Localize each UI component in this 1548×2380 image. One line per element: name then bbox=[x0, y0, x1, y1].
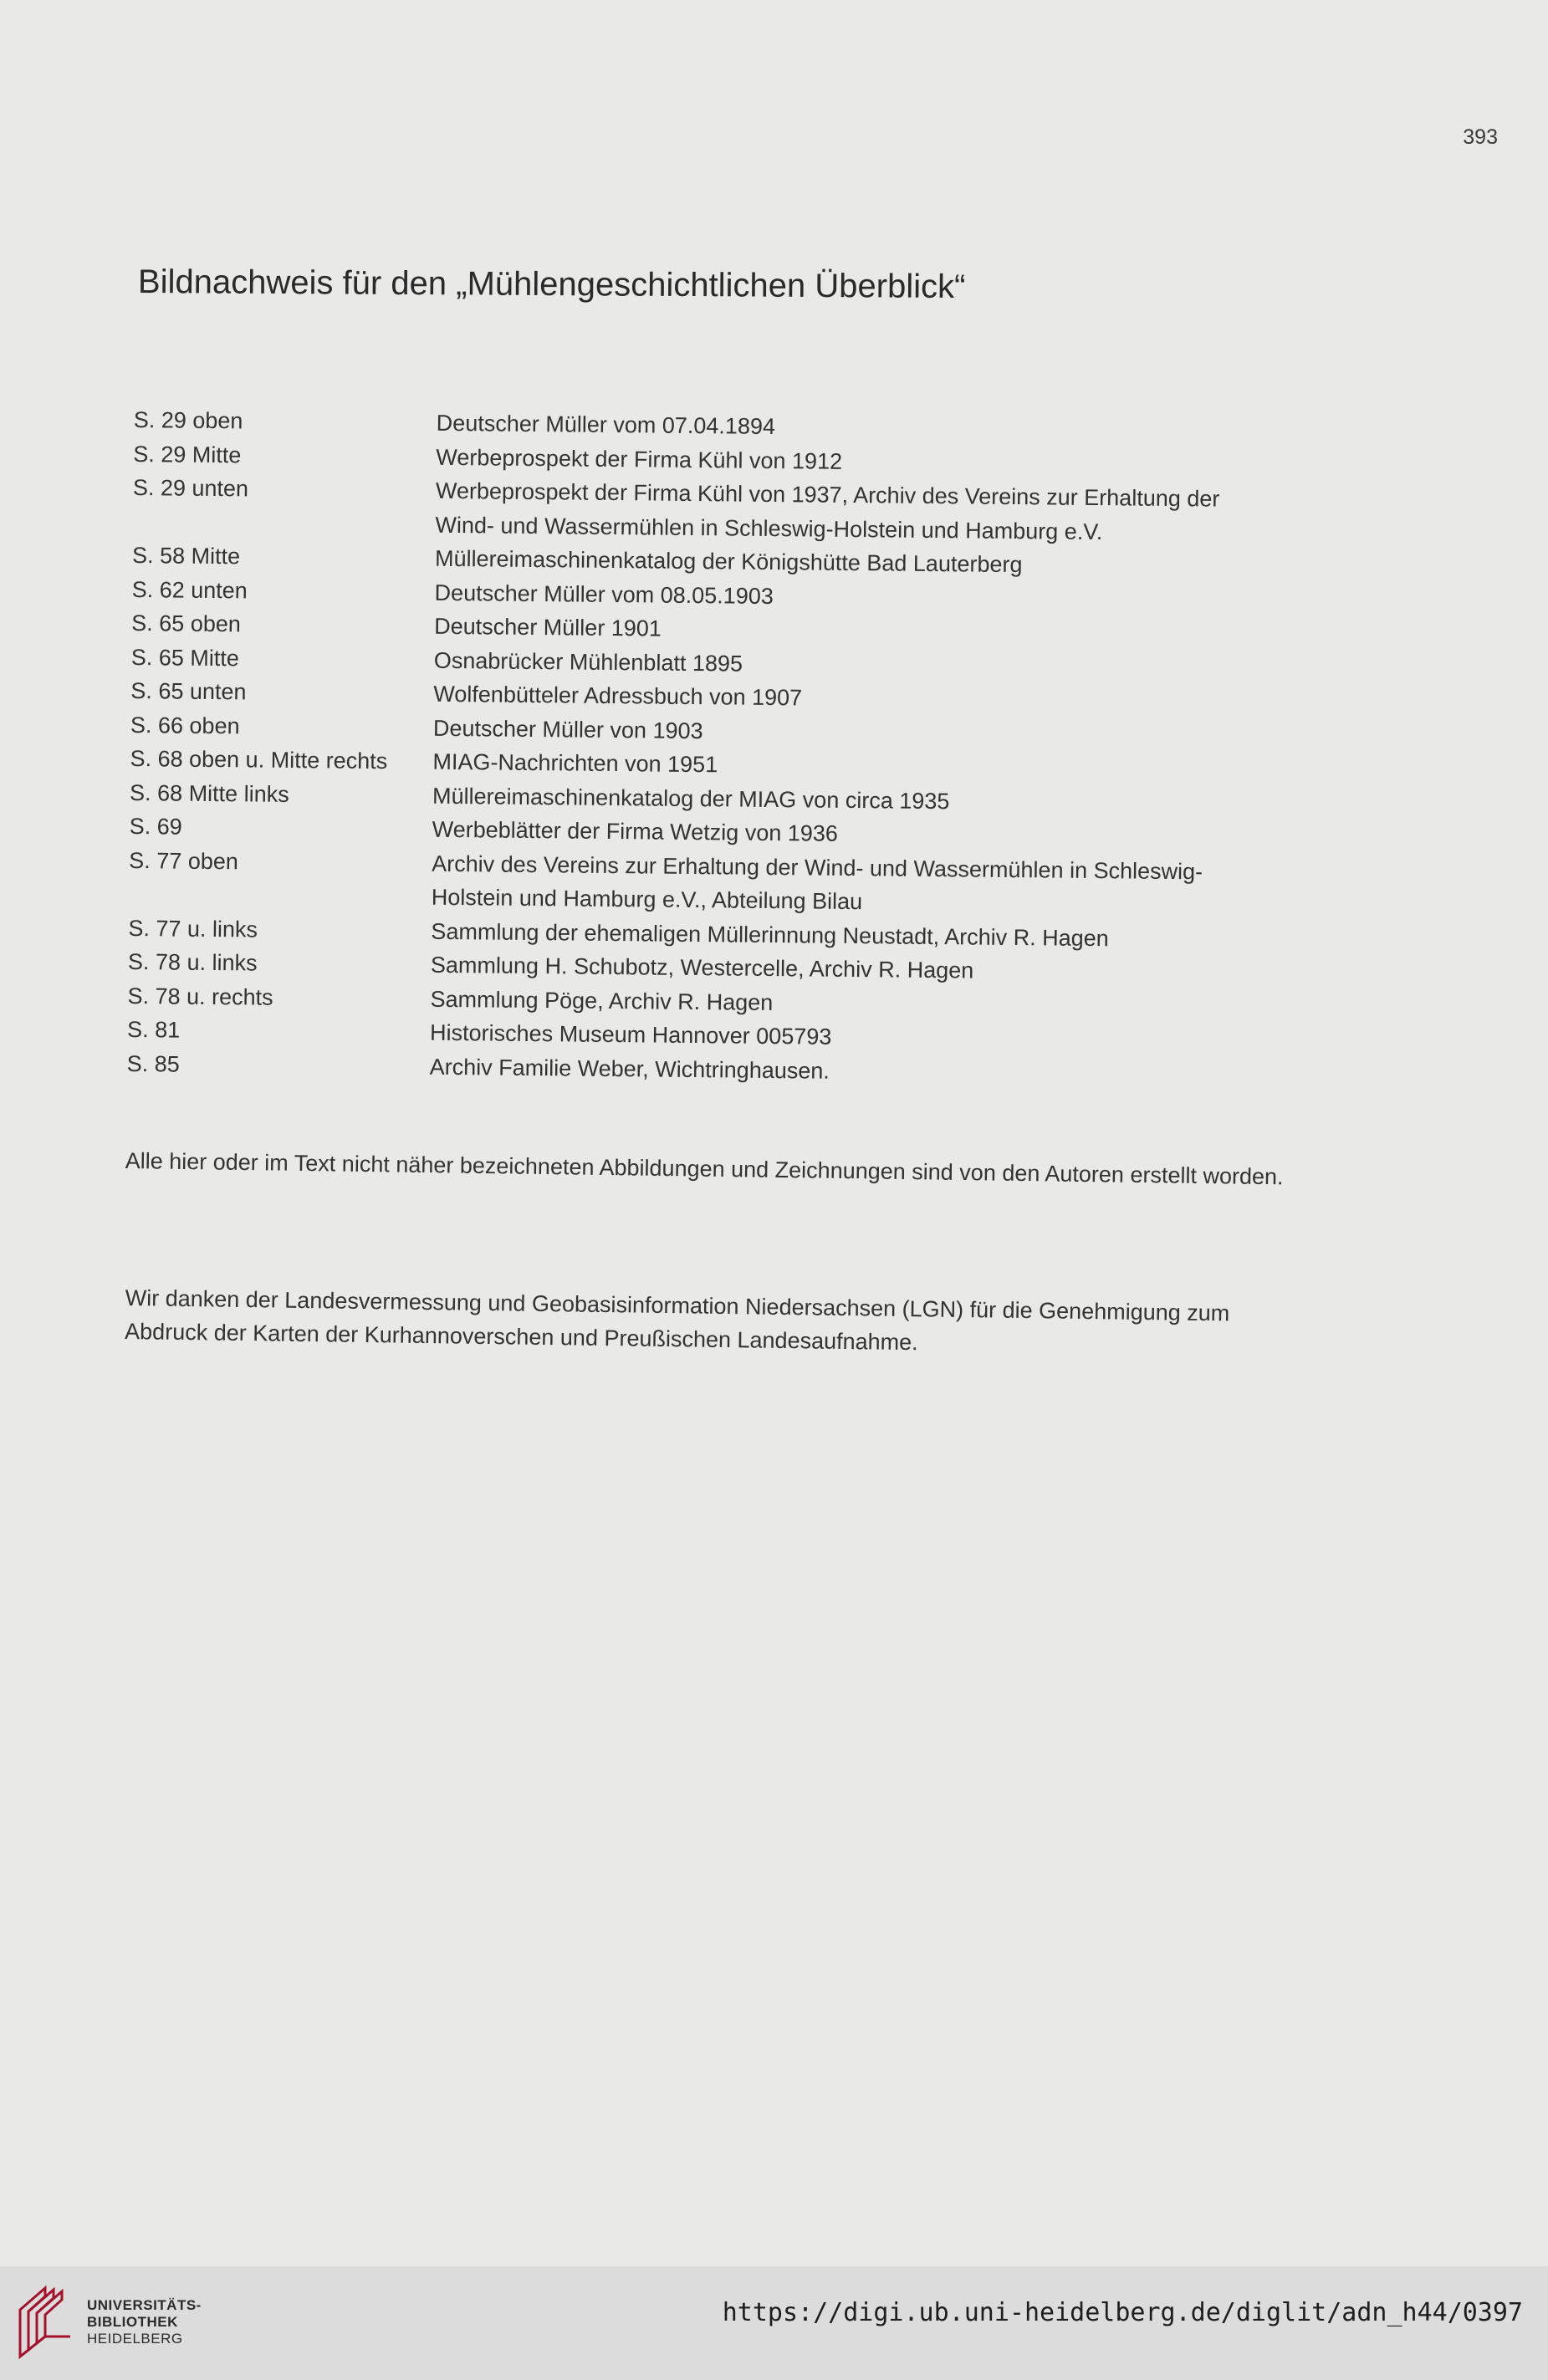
credit-source: Wolfenbütteler Adressbuch von 1907 bbox=[433, 681, 803, 711]
credit-source: MIAG-Nachrichten von 1951 bbox=[432, 748, 718, 778]
credit-source: Deutscher Müller von 1903 bbox=[432, 715, 703, 743]
credit-row bbox=[129, 843, 1300, 923]
library-logo-text bbox=[87, 2297, 202, 2347]
credit-source: Müllereimaschinenkatalog der MIAG von circa 1935 bbox=[432, 783, 950, 814]
credit-source: Historisches Museum Hannover 005793 bbox=[429, 1019, 832, 1050]
credit-source: Deutscher Müller vom 08.05.1903 bbox=[434, 580, 774, 609]
credit-source: Sammlung H. Schubotz, Westercelle, Archiv R. Hagen bbox=[430, 952, 974, 983]
credit-source: Deutscher Müller vom 07.04.1894 bbox=[436, 410, 776, 440]
acknowledgement-note: Wir danken der Landesvermessung und Geobasisinformation Niedersachsen (LGN) für die Genehmigung zum Abdruck der Karten der Kurhannoverschen und Preußischen Landesaufnahme. bbox=[124, 1284, 1230, 1356]
credit-row bbox=[132, 471, 1304, 551]
viewer-footer bbox=[0, 2266, 1548, 2380]
credit-page-ref: S. 69 bbox=[129, 813, 182, 840]
credit-source: Archiv Familie Weber, Wichtringhausen. bbox=[429, 1054, 830, 1084]
library-logo[interactable] bbox=[15, 2285, 202, 2360]
credit-page-ref: S. 65 oben bbox=[131, 610, 242, 637]
authors-note: Alle hier oder im Text nicht näher bezeichneten Abbildungen und Zeichnungen sind von den Autoren erstellt worden. bbox=[125, 1147, 1284, 1190]
credit-page-ref: S. 29 unten bbox=[132, 474, 249, 502]
credit-page-ref: S. 29 Mitte bbox=[133, 441, 242, 467]
credit-page-ref: S. 65 unten bbox=[130, 677, 247, 705]
logo-line-1: UNIVERSITÄTS- bbox=[87, 2297, 202, 2313]
credit-source: Osnabrücker Mühlenblatt 1895 bbox=[433, 647, 743, 677]
credit-page-ref: S. 65 Mitte bbox=[130, 644, 240, 671]
credit-page-ref: S. 81 bbox=[126, 1016, 181, 1043]
credit-page-ref: S. 68 Mitte links bbox=[129, 779, 289, 807]
credit-source: Werbeprospekt der Firma Kühl von 1912 bbox=[436, 444, 843, 474]
page-title: Bildnachweis für den „Mühlengeschichtlichen Überblick“ bbox=[137, 263, 966, 306]
credit-page-ref: S. 58 Mitte bbox=[131, 542, 241, 569]
credit-page-ref: S. 77 oben bbox=[129, 847, 239, 874]
credit-page-ref: S. 78 u. rechts bbox=[127, 983, 273, 1010]
credit-page-ref: S. 62 unten bbox=[131, 576, 248, 603]
logo-line-2: BIBLIOTHEK bbox=[87, 2314, 178, 2330]
credit-source: Sammlung Pöge, Archiv R. Hagen bbox=[430, 986, 774, 1015]
credit-source: Werbeblätter der Firma Wetzig von 1936 bbox=[432, 816, 839, 846]
library-logo-icon bbox=[15, 2285, 75, 2360]
credit-page-ref: S. 68 oben u. Mitte rechts bbox=[130, 745, 388, 774]
credit-source: Deutscher Müller 1901 bbox=[434, 613, 662, 641]
credit-source: Werbeprospekt der Firma Kühl von 1937, Archiv des Vereins zur Erhaltung der Wind- und Wassermühlen in Schleswig-Holstein und Hamburg e.V. bbox=[435, 478, 1220, 544]
credit-source: Sammlung der ehemaligen Müllerinnung Neustadt, Archiv R. Hagen bbox=[431, 918, 1109, 951]
credit-page-ref: S. 29 oben bbox=[133, 406, 243, 434]
image-credits-list bbox=[127, 403, 1305, 1093]
page-number: 393 bbox=[1463, 125, 1498, 149]
credit-page-ref: S. 77 u. links bbox=[128, 915, 258, 942]
credit-source: Müllereimaschinenkatalog der Königshütte Bad Lauterberg bbox=[434, 545, 1023, 578]
logo-line-3: HEIDELBERG bbox=[87, 2331, 183, 2347]
credit-source: Archiv des Vereins zur Erhaltung der Wind- und Wassermühlen in Schleswig-Holstein und Hamburg e.V., Abteilung Bilau bbox=[431, 850, 1203, 915]
credit-page-ref: S. 66 oben bbox=[130, 712, 240, 738]
credit-page-ref: S. 78 u. links bbox=[127, 948, 258, 976]
permalink-url[interactable]: https://digi.ub.uni-heidelberg.de/diglit/adn_h44/0397 bbox=[722, 2298, 1523, 2327]
credit-page-ref: S. 85 bbox=[126, 1050, 180, 1077]
